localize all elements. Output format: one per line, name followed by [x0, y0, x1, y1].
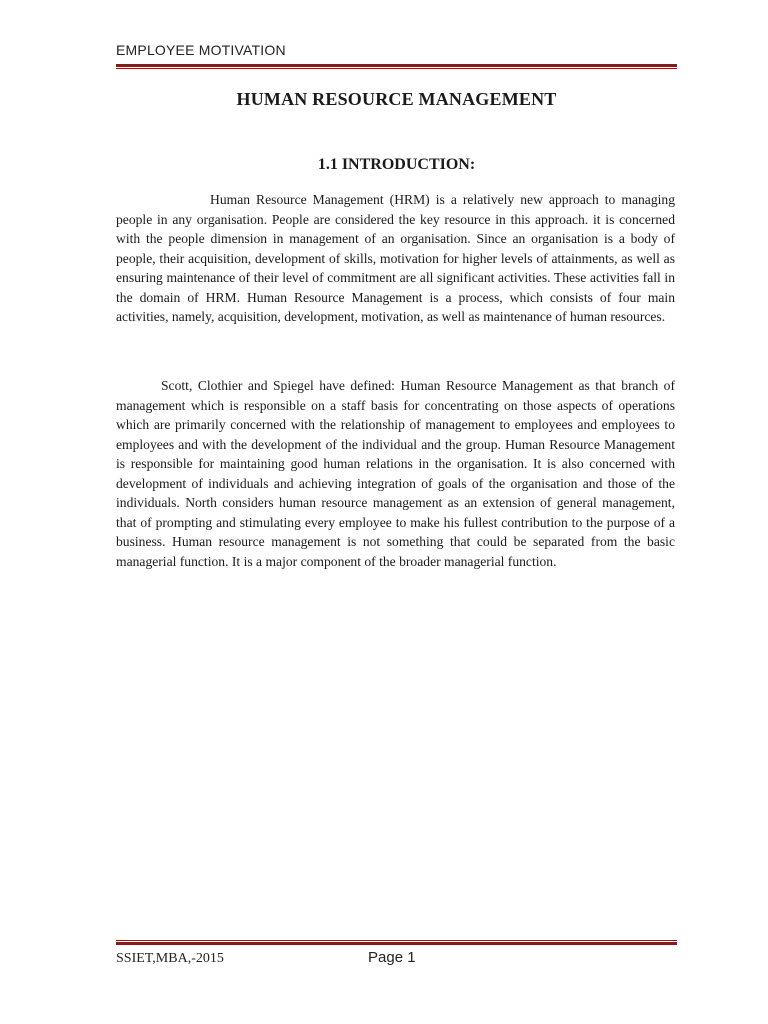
section-heading: 1.1 INTRODUCTION: [317, 156, 476, 173]
header-rule-thin [116, 68, 677, 69]
footer-rule-thin [116, 940, 677, 941]
document-title: HUMAN RESOURCE MANAGEMENT [236, 89, 557, 109]
header-rule-thick [116, 64, 677, 67]
footer-rule [116, 940, 677, 945]
header-rule [116, 64, 677, 69]
paragraph-intro: Human Resource Management (HRM) is a relatively new approach to managing people in any organisation. People are considered the key resource in this approach. it is concerned with the people dimension in management of an organisation. Since an organisation is a body of people, their acquisition, development of skills, motivation for higher levels of attainments, as well as ensuring maintenance of their level of commitment are all significant activities. These activities fall in the domain of HRM. Human Resource Management is a process, which consists of four main activities, namely, acquisition, development, motivation, as well as maintenance of human resources. [116, 192, 675, 324]
footer-rule-thick [116, 942, 677, 945]
page-number: Page 1 [368, 949, 416, 966]
paragraph-definition: Scott, Clothier and Spiegel have defined: Human Resource Management as that branch of management which is responsible on a staff basis for concentrating on those aspects of operations which are primarily concerned with the relationship of management to employees and employees to employees and with the development of the individual and the group. Human Resource Management is responsible for maintaining good human relations in the organisation. It is also concerned with development of individuals and achieving integration of goals of the organisation and those of the individuals. North considers human resource management as an extension of general management, that of prompting and stimulating every employee to make his fullest contribution to the purpose of a business. Human resource management is not something that could be separated from the basic managerial function. It is a major component of the broader managerial function. [116, 378, 675, 569]
footer-institution: SSIET,MBA,-2015 [116, 951, 224, 966]
running-header: EMPLOYEE MOTIVATION [116, 42, 286, 58]
